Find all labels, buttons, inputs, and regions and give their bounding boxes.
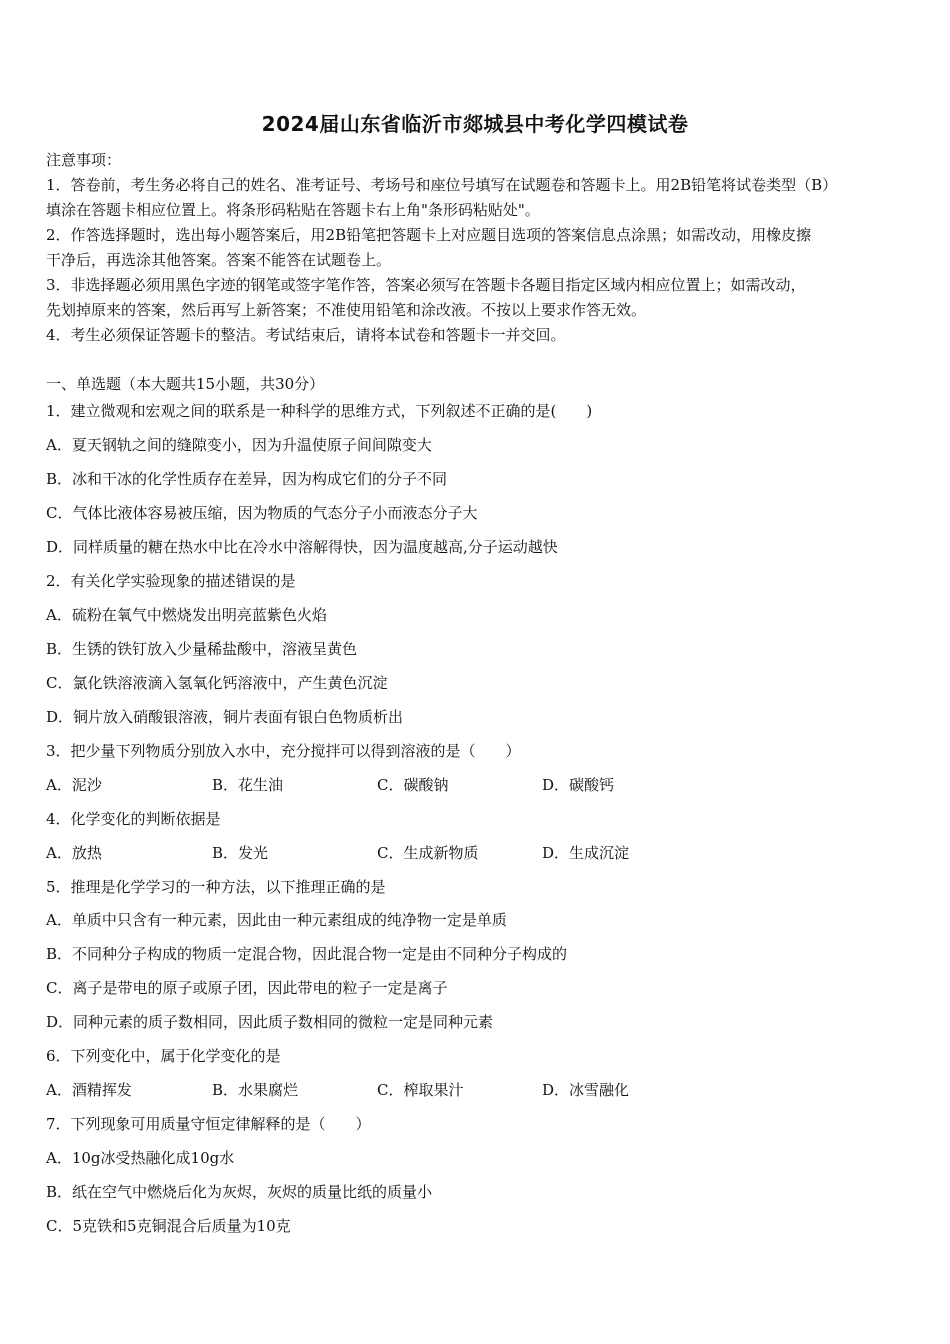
question-6-options (46, 1080, 846, 1100)
notice-line: 填涂在答题卡相应位置上。将条形码粘贴在答题卡右上角"条形码粘贴处"。 (46, 201, 540, 219)
question-5-stem: 5．推理是化学学习的一种方法，以下推理正确的是 (46, 878, 386, 896)
question-2-stem: 2．有关化学实验现象的描述错误的是 (46, 572, 296, 590)
question-2-option-d: D．铜片放入硝酸银溶液，铜片表面有银白色物质析出 (46, 708, 404, 726)
question-7-option-c: C．5克铁和5克铜混合后质量为10克 (46, 1217, 291, 1235)
notice-line: 干净后，再选涂其他答案。答案不能答在试题卷上。 (46, 251, 392, 269)
question-6-option-c: C．榨取果汁 (377, 1081, 464, 1099)
question-6-stem: 6．下列变化中，属于化学变化的是 (46, 1047, 281, 1065)
notice-line: 2．作答选择题时，选出每小题答案后，用2B铅笔把答题卡上对应题目选项的答案信息点涂黑；如需改动，用橡皮擦 (46, 226, 812, 244)
question-1-option-a: A．夏天钢轨之间的缝隙变小，因为升温使原子间间隙变大 (46, 436, 432, 454)
question-3-option-b: B．花生油 (212, 776, 284, 794)
question-6-option-b: B．水果腐烂 (212, 1081, 299, 1099)
notice-heading: 注意事项： (46, 151, 122, 169)
question-1-stem: 1．建立微观和宏观之间的联系是一种科学的思维方式，下列叙述不正确的是( ) (46, 402, 593, 420)
question-4-option-c: C．生成新物质 (377, 844, 479, 862)
question-1-option-d: D．同样质量的糖在热水中比在冷水中溶解得快，因为温度越高,分子运动越快 (46, 538, 558, 556)
question-1-option-b: B．冰和干冰的化学性质存在差异，因为构成它们的分子不同 (46, 470, 448, 488)
question-7-stem: 7．下列现象可用质量守恒定律解释的是（ ） (46, 1115, 371, 1133)
question-3-options (46, 775, 846, 795)
question-5-option-a: A．单质中只含有一种元素，因此由一种元素组成的纯净物一定是单质 (46, 911, 507, 929)
notice-line: 1．答卷前，考生务必将自己的姓名、准考证号、考场号和座位号填写在试题卷和答题卡上。用2B铅笔将试卷类型（B） (46, 176, 838, 194)
question-3-option-c: C．碳酸钠 (377, 776, 449, 794)
question-1-option-c: C．气体比液体容易被压缩，因为物质的气态分子小而液态分子大 (46, 504, 478, 522)
question-4-options (46, 843, 846, 863)
question-7-option-b: B．纸在空气中燃烧后化为灰烬，灰烬的质量比纸的质量小 (46, 1183, 433, 1201)
question-6-option-d: D．冰雪融化 (542, 1081, 630, 1099)
section-heading: 一、单选题（本大题共15小题，共30分） (46, 375, 325, 393)
question-4-option-d: D．生成沉淀 (542, 844, 630, 862)
question-7-option-a: A．10g冰受热融化成10g水 (46, 1149, 235, 1167)
question-4-stem: 4．化学变化的判断依据是 (46, 810, 221, 828)
question-4-option-b: B．发光 (212, 844, 269, 862)
question-5-option-c: C．离子是带电的原子或原子团，因此带电的粒子一定是离子 (46, 979, 448, 997)
exam-title: 2024届山东省临沂市郯城县中考化学四模试卷 (261, 112, 689, 136)
notice-line: 先划掉原来的答案，然后再写上新答案；不准使用铅笔和涂改液。不按以上要求作答无效。 (46, 301, 647, 319)
question-3-stem: 3．把少量下列物质分别放入水中，充分搅拌可以得到溶液的是（ ） (46, 742, 521, 760)
question-6-option-a: A．酒精挥发 (46, 1081, 132, 1099)
question-5-option-b: B．不同种分子构成的物质一定混合物，因此混合物一定是由不同种分子构成的 (46, 945, 568, 963)
notice-line: 3．非选择题必须用黑色字迹的钢笔或签字笔作答，答案必须写在答题卡各题目指定区域内相应位置上；如需改动， (46, 276, 806, 294)
question-2-option-b: B．生锈的铁钉放入少量稀盐酸中，溶液呈黄色 (46, 640, 358, 658)
question-2-option-c: C．氯化铁溶液滴入氢氧化钙溶液中，产生黄色沉淀 (46, 674, 388, 692)
question-3-option-d: D．碳酸钙 (542, 776, 615, 794)
question-4-option-a: A．放热 (46, 844, 102, 862)
question-2-option-a: A．硫粉在氧气中燃烧发出明亮蓝紫色火焰 (46, 606, 327, 624)
notice-line: 4．考生必须保证答题卡的整洁。考试结束后，请将本试卷和答题卡一并交回。 (46, 326, 566, 344)
question-3-option-a: A．泥沙 (46, 776, 102, 794)
question-5-option-d: D．同种元素的质子数相同，因此质子数相同的微粒一定是同种元素 (46, 1013, 494, 1031)
